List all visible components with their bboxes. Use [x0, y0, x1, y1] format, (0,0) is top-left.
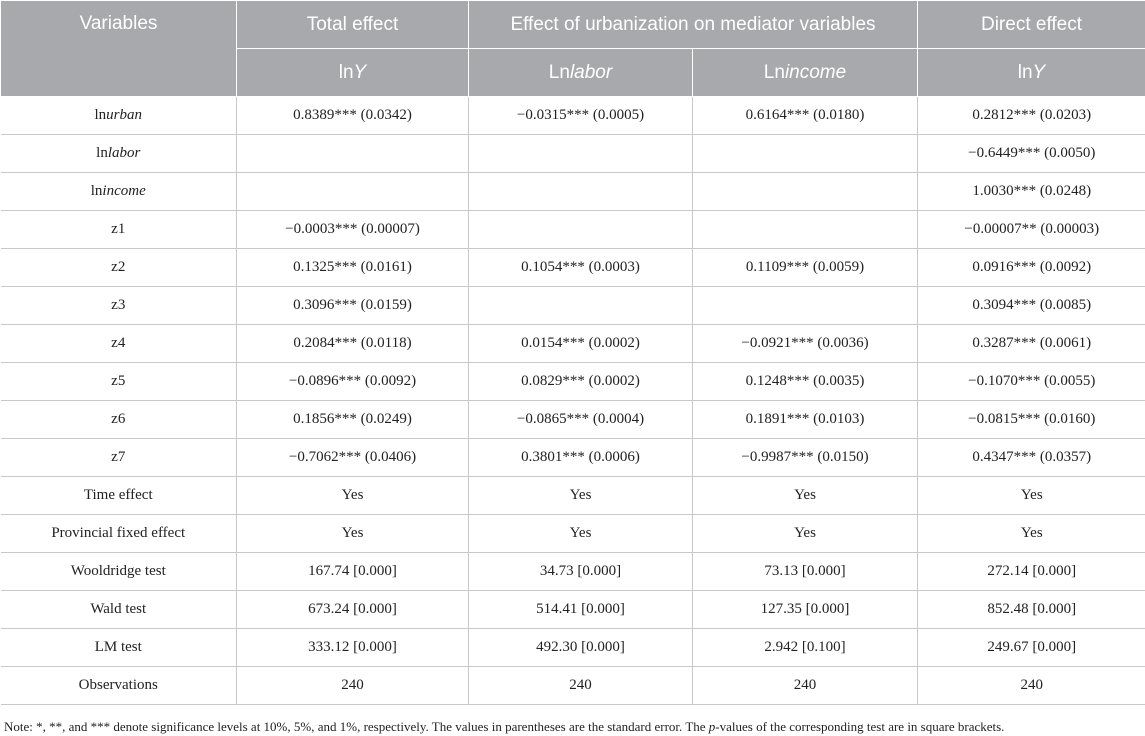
table-cell: 333.12 [0.000] [237, 629, 469, 667]
table-cell: 0.2084*** (0.0118) [237, 325, 469, 363]
row-label: z7 [1, 439, 237, 477]
table-cell: 34.73 [0.000] [469, 553, 693, 591]
table-cell [237, 173, 469, 211]
subheader-labor-prefix: Ln [548, 61, 570, 83]
row-label [1, 97, 237, 135]
subheader-lnlabor [469, 49, 693, 97]
subheader-income-prefix: Ln [763, 61, 785, 83]
header-direct-effect: Direct effect [918, 1, 1145, 49]
row-label: z5 [1, 363, 237, 401]
table-cell: 2.942 [0.100] [693, 629, 918, 667]
table-cell: 240 [693, 667, 918, 705]
note-italic-p: p [708, 719, 716, 734]
table-cell: 240 [918, 667, 1145, 705]
subheader-labor-italic: labor [569, 61, 613, 83]
table-cell: −0.9987*** (0.0150) [693, 439, 918, 477]
header-variables: Variables [1, 1, 237, 97]
table-row [1, 211, 1145, 249]
table-cell: 0.1325*** (0.0161) [237, 249, 469, 287]
table-row [1, 477, 1145, 515]
row-label-prefix: ln [90, 183, 103, 199]
table-cell [469, 173, 693, 211]
row-label: Observations [1, 667, 237, 705]
table-cell: −0.6449*** (0.0050) [918, 135, 1145, 173]
table-cell [693, 287, 918, 325]
note-text-2: -values of the corresponding test are in square brackets. [715, 719, 1005, 734]
row-label: z2 [1, 249, 237, 287]
table-cell: 0.1891*** (0.0103) [693, 401, 918, 439]
row-label-italic: urban [106, 107, 142, 123]
table-cell: −0.00007** (0.00003) [918, 211, 1145, 249]
table-cell: −0.0921*** (0.0036) [693, 325, 918, 363]
subheader-income-italic: income [784, 61, 847, 83]
table-cell: 0.1856*** (0.0249) [237, 401, 469, 439]
table-cell: 0.8389*** (0.0342) [237, 97, 469, 135]
note-text-1: Note: *, **, and *** denote significance levels at 10%, 5%, and 1%, respectively. The values in parentheses are the standard error. The [4, 719, 709, 734]
table-cell [237, 135, 469, 173]
table-cell: 673.24 [0.000] [237, 591, 469, 629]
subheader-lnincome [693, 49, 918, 97]
header-total-effect: Total effect [237, 1, 469, 49]
table-row [1, 439, 1145, 477]
table-cell: 0.0154*** (0.0002) [469, 325, 693, 363]
table-row [1, 249, 1145, 287]
row-label-prefix: ln [94, 107, 107, 123]
subheader-direct-lny [918, 49, 1145, 97]
table-cell: Yes [469, 515, 693, 553]
row-label-prefix: ln [96, 145, 108, 161]
row-label: Time effect [1, 477, 237, 515]
table-cell: 0.1248*** (0.0035) [693, 363, 918, 401]
subheader-total-prefix: ln [338, 61, 354, 83]
row-label: LM test [1, 629, 237, 667]
table-row [1, 97, 1145, 135]
table-cell: 167.74 [0.000] [237, 553, 469, 591]
table-cell [693, 211, 918, 249]
table-cell: 0.6164*** (0.0180) [693, 97, 918, 135]
table-row [1, 173, 1145, 211]
row-label: z1 [1, 211, 237, 249]
table-cell [469, 135, 693, 173]
header-mediator-effect: Effect of urbanization on mediator variables [469, 1, 918, 49]
table-cell [469, 211, 693, 249]
table-cell: 272.14 [0.000] [918, 553, 1145, 591]
row-label: z4 [1, 325, 237, 363]
table-row [1, 325, 1145, 363]
table-cell: −0.1070*** (0.0055) [918, 363, 1145, 401]
table-cell: Yes [918, 515, 1145, 553]
table-cell: 492.30 [0.000] [469, 629, 693, 667]
table-cell: 249.67 [0.000] [918, 629, 1145, 667]
table-cell: 0.4347*** (0.0357) [918, 439, 1145, 477]
table-note [4, 719, 1004, 735]
row-label: Wald test [1, 591, 237, 629]
table-cell: Yes [469, 477, 693, 515]
table-cell: 0.3287*** (0.0061) [918, 325, 1145, 363]
row-label: z3 [1, 287, 237, 325]
subheader-direct-italic: Y [1032, 61, 1046, 83]
table-cell [469, 287, 693, 325]
table-cell: 127.35 [0.000] [693, 591, 918, 629]
table-cell: −0.0865*** (0.0004) [469, 401, 693, 439]
subheader-total-italic: Y [353, 61, 367, 83]
table-cell: Yes [237, 515, 469, 553]
table-cell: 240 [469, 667, 693, 705]
table-cell: 514.41 [0.000] [469, 591, 693, 629]
row-label [1, 173, 237, 211]
header-row-1 [1, 1, 1145, 49]
row-label-italic: income [102, 183, 146, 199]
row-label: Provincial fixed effect [1, 515, 237, 553]
table-cell: 73.13 [0.000] [693, 553, 918, 591]
table-cell: −0.0315*** (0.0005) [469, 97, 693, 135]
row-label: Wooldridge test [1, 553, 237, 591]
row-label-italic: labor [107, 145, 141, 161]
table-cell: 0.0916*** (0.0092) [918, 249, 1145, 287]
row-label [1, 135, 237, 173]
table-body [1, 97, 1145, 705]
table-row [1, 667, 1145, 705]
table-cell: Yes [237, 477, 469, 515]
table-cell: 0.3096*** (0.0159) [237, 287, 469, 325]
table-cell: −0.0815*** (0.0160) [918, 401, 1145, 439]
table-cell: Yes [918, 477, 1145, 515]
subheader-total-lny [237, 49, 469, 97]
subheader-direct-prefix: ln [1017, 61, 1033, 83]
table-cell: Yes [693, 515, 918, 553]
table-row [1, 135, 1145, 173]
table-cell: 0.1109*** (0.0059) [693, 249, 918, 287]
table-row [1, 591, 1145, 629]
table-cell: −0.7062*** (0.0406) [237, 439, 469, 477]
table-cell: −0.0896*** (0.0092) [237, 363, 469, 401]
table-row [1, 553, 1145, 591]
table-row [1, 515, 1145, 553]
table-cell: 0.1054*** (0.0003) [469, 249, 693, 287]
table-cell: 852.48 [0.000] [918, 591, 1145, 629]
table-cell: 0.3801*** (0.0006) [469, 439, 693, 477]
row-label: z6 [1, 401, 237, 439]
table-cell [693, 135, 918, 173]
table-row [1, 363, 1145, 401]
table-cell: 0.2812*** (0.0203) [918, 97, 1145, 135]
table-cell: 1.0030*** (0.0248) [918, 173, 1145, 211]
table-cell: Yes [693, 477, 918, 515]
table-cell: 0.0829*** (0.0002) [469, 363, 693, 401]
table-row [1, 401, 1145, 439]
table-row [1, 629, 1145, 667]
table-cell [693, 173, 918, 211]
table-row [1, 287, 1145, 325]
table-cell: −0.0003*** (0.00007) [237, 211, 469, 249]
table-cell: 240 [237, 667, 469, 705]
table-cell: 0.3094*** (0.0085) [918, 287, 1145, 325]
